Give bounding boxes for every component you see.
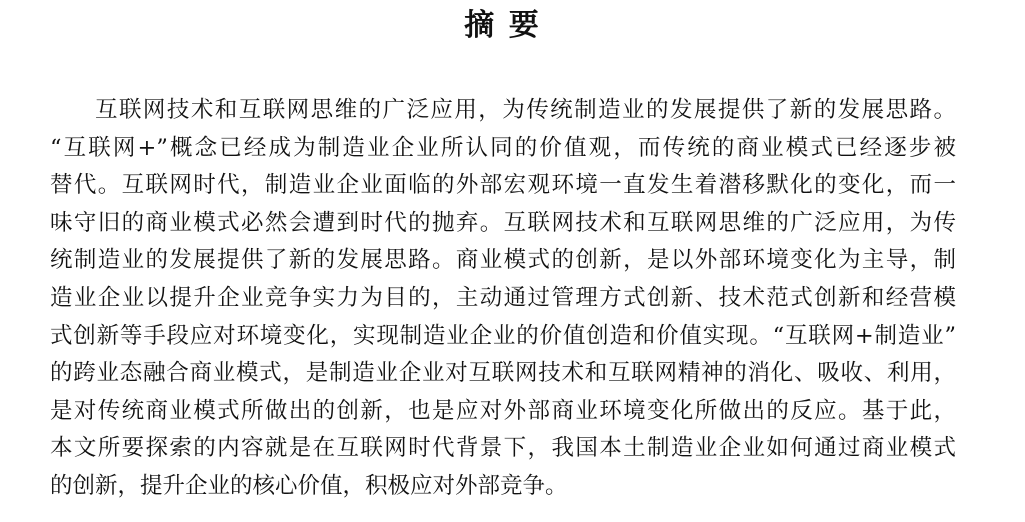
abstract-line-2: “互联网+”概念已经成为制造业企业所认同的价值观，而传统的商业模式已经逐步被 <box>50 134 956 161</box>
abstract-line-10: 本文所要探索的内容就是在互联网时代背景下，我国本土制造业企业如何通过商业模式 <box>50 435 956 462</box>
abstract-line-11: 的创新，提升企业的核心价值，积极应对外部竞争。 <box>50 472 568 499</box>
abstract-line-5: 统制造业的发展提供了新的发展思路。商业模式的创新，是以外部环境变化为主导，制 <box>50 247 956 274</box>
abstract-title: 摘 要 <box>464 8 541 43</box>
abstract-line-3: 替代。互联网时代，制造业企业面临的外部宏观环境一直发生着潜移默化的变化，而一 <box>50 172 956 199</box>
abstract-line-1: 互联网技术和互联网思维的广泛应用，为传统制造业的发展提供了新的发展思路。 <box>95 97 956 123</box>
abstract-body <box>50 92 956 506</box>
abstract-line-6: 造业企业以提升企业竞争实力为目的，主动通过管理方式创新、技术范式创新和经营模 <box>50 284 956 311</box>
abstract-line-8: 的跨业态融合商业模式，是制造业企业对互联网技术和互联网精神的消化、吸收、利用， <box>50 360 956 387</box>
abstract-line-4: 味守旧的商业模式必然会遭到时代的抛弃。互联网技术和互联网思维的广泛应用，为传 <box>50 209 956 236</box>
abstract-line-9: 是对传统商业模式所做出的创新，也是应对外部商业环境变化所做出的反应。基于此， <box>50 397 956 424</box>
abstract-line-7: 式创新等手段应对环境变化，实现制造业企业的价值创造和价值实现。“互联网+制造业” <box>50 322 956 349</box>
